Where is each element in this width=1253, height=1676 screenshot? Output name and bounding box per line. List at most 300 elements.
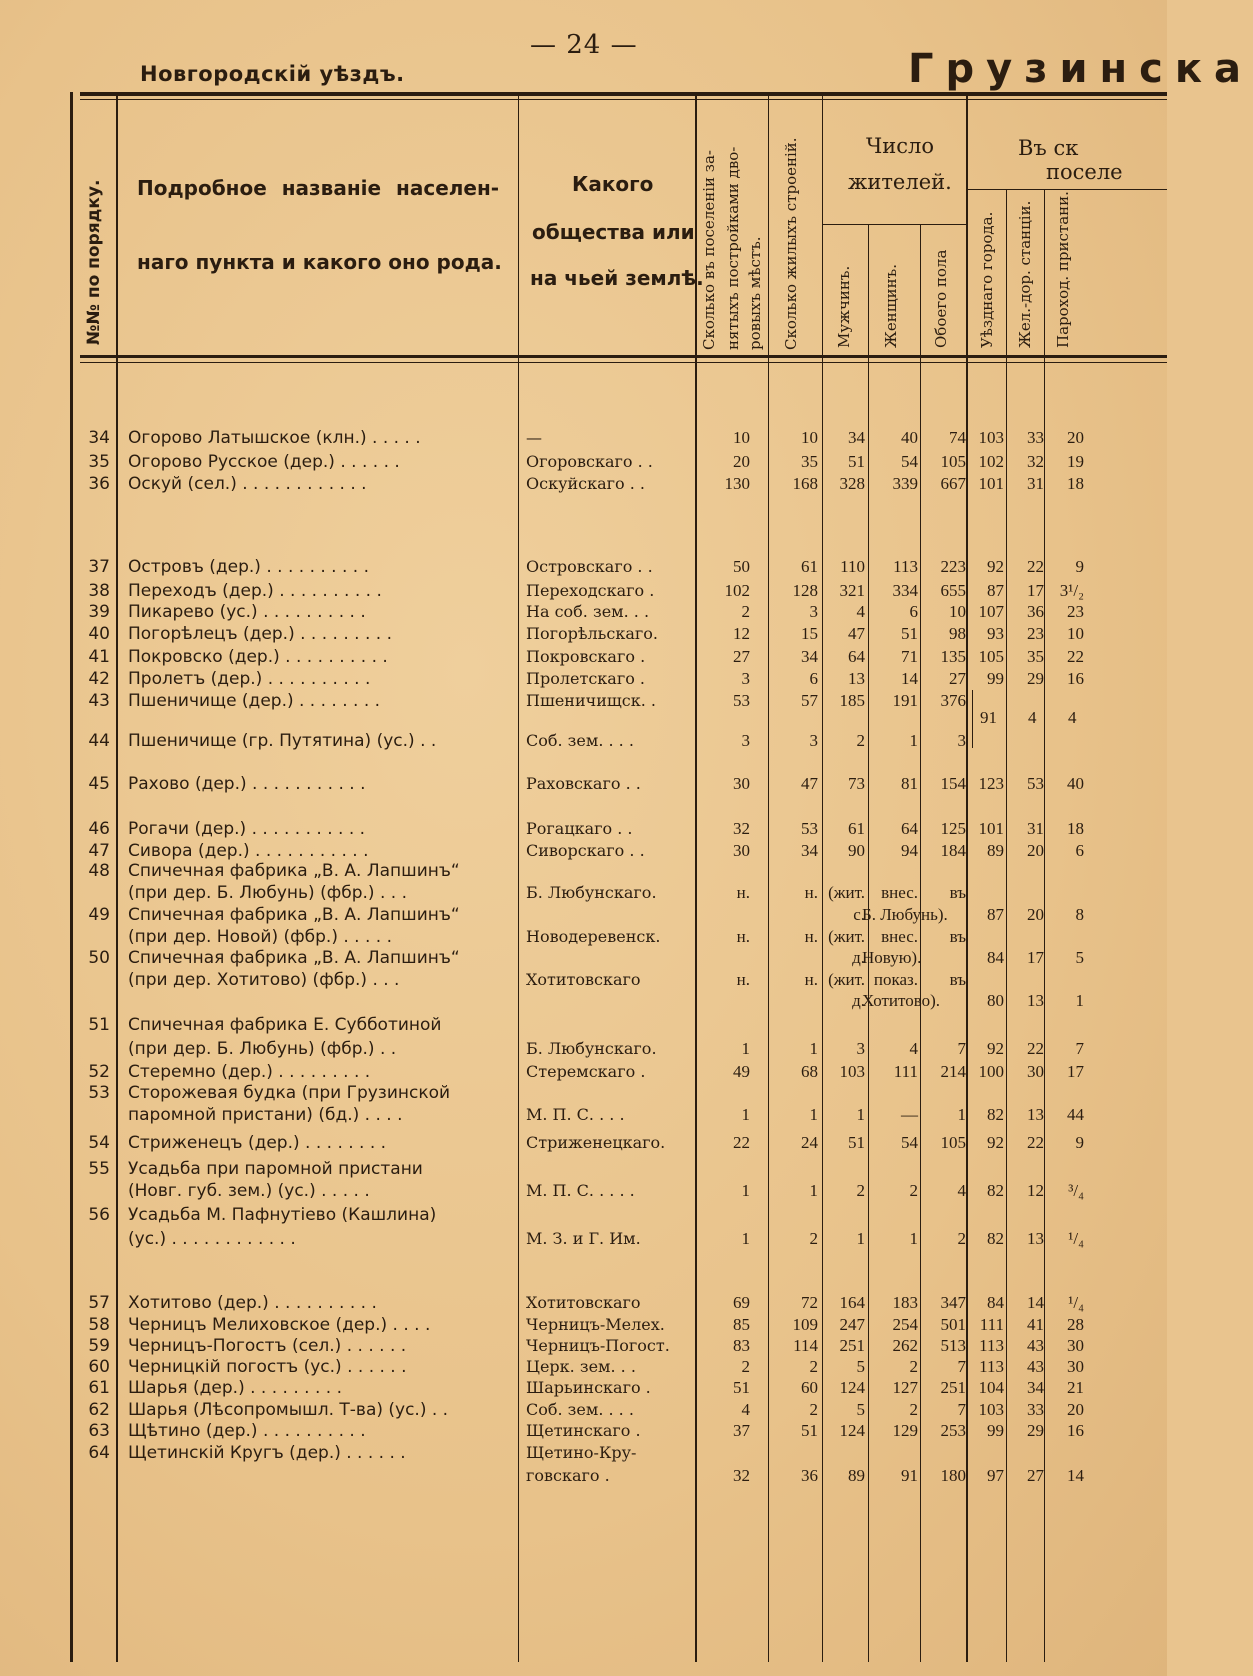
cell-m: 64 [848, 647, 865, 666]
cell-f: — [901, 1105, 918, 1124]
cell-d3: 10 [1067, 624, 1084, 643]
cell-h: 51 [733, 1378, 750, 1397]
cell-name: Оскуй (сел.) . . . . . . . . . . . . [128, 474, 367, 494]
cell-t: 1 [957, 1105, 966, 1124]
cell-d1: 82 [987, 1105, 1004, 1124]
cell-name: Черницъ-Погостъ (сел.) . . . . . . [128, 1336, 407, 1356]
cell-name: Пшеничище (гр. Путятина) (ус.) . . [128, 731, 437, 751]
cell-n: 41 [88, 647, 110, 667]
cell-n: 39 [88, 602, 110, 622]
cell-name: Хотитово (дер.) . . . . . . . . . . [128, 1293, 377, 1313]
cell-d3: ³/₄ [1068, 1181, 1084, 1200]
header-col-society-line2: общества или [532, 220, 695, 244]
cell-d3: 23 [1067, 602, 1084, 621]
page-number: — 24 — [530, 30, 638, 60]
cell-soc: Щетинскаго . [526, 1421, 641, 1440]
cell-d3: 1 [1075, 991, 1084, 1010]
table-row [0, 1082, 1167, 1104]
cell-h: 10 [733, 428, 750, 447]
cell-d3: 40 [1067, 774, 1084, 793]
cell-t: 7 [957, 1400, 966, 1419]
table-row [0, 1228, 1167, 1250]
cell-t: 105 [940, 452, 966, 471]
cell-h: 85 [733, 1315, 750, 1334]
cell-n: 62 [88, 1400, 110, 1420]
cell-f: 254 [892, 1315, 918, 1334]
header-col-number: №№ по порядку. [84, 179, 104, 345]
cell-b: 3 [809, 731, 818, 750]
table-row [0, 1399, 1167, 1421]
cell-soc: — [526, 428, 542, 447]
cell-h: 1 [741, 1105, 750, 1124]
header-col-women: Женщинъ. [882, 264, 900, 348]
cell-name: (при дер. Б. Любунь) (фбр.) . . . [128, 883, 407, 903]
header-top-rule [80, 92, 1167, 96]
cell-h: 37 [733, 1421, 750, 1440]
cell-f: Б. Любунь). [862, 905, 948, 924]
cell-t: 7 [957, 1357, 966, 1376]
cell-b: 114 [793, 1336, 818, 1355]
cell-soc: М. П. С. . . . . [526, 1181, 635, 1200]
cell-h: 53 [733, 691, 750, 710]
header-col-households-line1: Сколько въ поселеніи за- [700, 150, 718, 350]
cell-t: 376 [940, 691, 966, 710]
cell-soc: Покровскаго . [526, 647, 646, 666]
cell-m: 90 [848, 841, 865, 860]
cell-d3: 5 [1075, 948, 1084, 967]
region-title: Грузинска [908, 46, 1253, 92]
cell-b: 1 [809, 1105, 818, 1124]
cell-d3: 20 [1067, 428, 1084, 447]
cell-t: 251 [940, 1378, 966, 1397]
table-row [0, 601, 1167, 623]
cell-d3: 18 [1067, 819, 1084, 838]
cell-h: 2 [741, 1357, 750, 1376]
cell-name: (Новг. губ. зем.) (ус.) . . . . . [128, 1181, 370, 1201]
cell-d2: 41 [1027, 1315, 1044, 1334]
cell-f: 183 [892, 1293, 918, 1312]
cell-d2: 17 [1027, 948, 1044, 967]
cell-n: 43 [88, 691, 110, 711]
cell-soc: Погорѣльскаго. [526, 624, 658, 643]
cell-d1: 87 [987, 581, 1004, 600]
cell-h: н. [736, 927, 750, 946]
cell-soc: Пшеничищск. . [526, 691, 656, 710]
cell-m: 2 [856, 1181, 865, 1200]
table-row [0, 1158, 1167, 1180]
cell-d2: 22 [1027, 557, 1044, 576]
cell-m: д. [852, 991, 865, 1010]
cell-name: Островъ (дер.) . . . . . . . . . . [128, 557, 370, 577]
cell-n: 37 [88, 557, 110, 577]
cell-m: 1 [856, 1229, 865, 1248]
cell-m: 89 [848, 1466, 865, 1485]
cell-b: 53 [801, 819, 818, 838]
cell-name: Шарья (дер.) . . . . . . . . . [128, 1378, 342, 1398]
table-row [0, 1356, 1167, 1378]
cell-d1: 100 [978, 1062, 1004, 1081]
table-row [0, 730, 1167, 752]
cell-d3: 28 [1067, 1315, 1084, 1334]
cell-d1: 80 [987, 991, 1004, 1010]
cell-m: 1 [856, 1105, 865, 1124]
cell-h: 20 [733, 452, 750, 471]
cell-h: 2 [741, 602, 750, 621]
cell-d2: 13 [1027, 1229, 1044, 1248]
cell-n: 59 [88, 1336, 110, 1356]
cell-d1: 92 [987, 1039, 1004, 1058]
cell-f: 334 [892, 581, 918, 600]
cell-m: 103 [839, 1062, 865, 1081]
cell-t: въ [949, 883, 966, 902]
cell-d1: 99 [987, 1421, 1004, 1440]
cell-n: 53 [88, 1083, 110, 1103]
header-col-buildings: Сколько жилыхъ строеній. [782, 137, 800, 350]
cell-d3: 18 [1067, 474, 1084, 493]
cell-soc: Рогацкаго . . [526, 819, 633, 838]
cell-d3: 17 [1067, 1062, 1084, 1081]
cell-name: Переходъ (дер.) . . . . . . . . . . [128, 581, 382, 601]
header-col-rail: Жел.-дор. станціи. [1016, 200, 1034, 348]
cell-f: 51 [901, 624, 918, 643]
cell-m: 13 [848, 669, 865, 688]
cell-soc: Стриженецкаго. [526, 1133, 666, 1152]
cell-h: 69 [733, 1293, 750, 1312]
cell-t: 667 [940, 474, 966, 493]
cell-name: Усадьба при паромной пристани [128, 1159, 423, 1179]
cell-b: н. [804, 883, 818, 902]
table-row [0, 1442, 1167, 1464]
cell-d1: 82 [987, 1229, 1004, 1248]
cell-t: 135 [940, 647, 966, 666]
cell-b: 2 [809, 1357, 818, 1376]
cell-b: 34 [801, 647, 818, 666]
cell-h: 49 [733, 1062, 750, 1081]
cell-n: 36 [88, 474, 110, 494]
cell-t: 154 [940, 774, 966, 793]
cell-n: 64 [88, 1443, 110, 1463]
cell-d2: 23 [1027, 624, 1044, 643]
cell-m: 73 [848, 774, 865, 793]
cell-d3: 9 [1075, 1133, 1084, 1152]
cell-b: 15 [801, 624, 818, 643]
cell-f: Новую). [862, 948, 922, 967]
cell-t: 347 [940, 1293, 966, 1312]
cell-h: 1 [741, 1039, 750, 1058]
cell-soc: Соб. зем. . . . [526, 1400, 634, 1419]
cell-d2: 33 [1027, 428, 1044, 447]
cell-d3: ¹/₄ [1068, 1293, 1084, 1312]
cell-d1: 92 [987, 1133, 1004, 1152]
cell-h: 30 [733, 841, 750, 860]
cell-b: 109 [792, 1315, 818, 1334]
cell-t: въ [949, 970, 966, 989]
cell-n: 48 [88, 861, 110, 881]
cell-b: 24 [801, 1133, 818, 1152]
cell-n: 40 [88, 624, 110, 644]
cell-n: 54 [88, 1133, 110, 1153]
cell-d1: 82 [987, 1181, 1004, 1200]
cell-soc: Черницъ-Мелех. [526, 1315, 665, 1334]
table-row [0, 882, 1167, 904]
cell-name: Стеремно (дер.) . . . . . . . . . [128, 1062, 371, 1082]
cell-d2: 14 [1027, 1293, 1044, 1312]
header-col-dist-line2: поселе [1046, 160, 1123, 184]
cell-b: 3 [809, 602, 818, 621]
cell-b: 60 [801, 1378, 818, 1397]
cell-d1: 101 [978, 819, 1004, 838]
cell-b: 35 [801, 452, 818, 471]
merged-rail-value: 4 [1028, 708, 1037, 727]
cell-d2: 20 [1027, 905, 1044, 924]
cell-m: 124 [839, 1378, 865, 1397]
cell-b: 57 [801, 691, 818, 710]
table-row [0, 926, 1167, 948]
cell-d2: 31 [1027, 474, 1044, 493]
cell-name: (при дер. Хотитово) (фбр.) . . . [128, 970, 400, 990]
cell-name: Черницкій погостъ (ус.) . . . . . . [128, 1357, 407, 1377]
cell-b: 2 [809, 1229, 818, 1248]
cell-m: 51 [848, 1133, 865, 1152]
cell-f: 113 [893, 557, 918, 576]
dist-subheader-rule [968, 189, 1167, 190]
pop-subheader-rule [822, 224, 966, 225]
cell-m: 51 [848, 452, 865, 471]
cell-name: Черницъ Мелиховское (дер.) . . . . [128, 1315, 431, 1335]
cell-d2: 27 [1027, 1466, 1044, 1485]
header-col-men: Мужчинъ. [835, 265, 853, 348]
cell-m: 124 [839, 1421, 865, 1440]
table-row [0, 1061, 1167, 1083]
cell-d2: 35 [1027, 647, 1044, 666]
cell-f: 54 [901, 452, 918, 471]
header-bottom-rule-thin [80, 362, 1167, 363]
cell-d2: 29 [1027, 1421, 1044, 1440]
cell-m: 110 [840, 557, 865, 576]
table-row [0, 580, 1167, 602]
table-row [0, 473, 1167, 495]
cell-d1: 87 [987, 905, 1004, 924]
cell-m: (жит. [828, 883, 865, 902]
cell-name: (при дер. Б. Любунь) (фбр.) . . [128, 1039, 397, 1059]
cell-name: Стриженецъ (дер.) . . . . . . . . [128, 1133, 387, 1153]
cell-f: 111 [893, 1062, 918, 1081]
cell-f: 262 [892, 1336, 918, 1355]
cell-m: 164 [839, 1293, 865, 1312]
table-row [0, 1377, 1167, 1399]
table-row [0, 773, 1167, 795]
cell-soc: Новодеревенск. [526, 927, 661, 946]
cell-d1: 111 [979, 1315, 1004, 1334]
table-row [0, 427, 1167, 449]
cell-t: 184 [940, 841, 966, 860]
cell-d3: 44 [1067, 1105, 1084, 1124]
cell-h: 30 [733, 774, 750, 793]
header-col-name-line1: Подробное названіе населен- [137, 176, 500, 200]
cell-f: 191 [892, 691, 918, 710]
cell-h: 1 [741, 1229, 750, 1248]
cell-d3: 14 [1067, 1466, 1084, 1485]
cell-f: 94 [901, 841, 918, 860]
table-row [0, 1335, 1167, 1357]
cell-m: 247 [839, 1315, 865, 1334]
cell-f: 129 [892, 1421, 918, 1440]
cell-name: Пшеничище (дер.) . . . . . . . . [128, 691, 381, 711]
cell-m: (жит. [828, 927, 865, 946]
cell-name: Рогачи (дер.) . . . . . . . . . . . [128, 819, 366, 839]
cell-d3: 16 [1067, 1421, 1084, 1440]
cell-d2: 29 [1027, 669, 1044, 688]
cell-name: (ус.) . . . . . . . . . . . . [128, 1229, 296, 1249]
table-row [0, 1104, 1167, 1126]
cell-d2: 17 [1027, 581, 1044, 600]
cell-n: 34 [88, 428, 110, 448]
table-row [0, 1180, 1167, 1202]
cell-soc: Б. Любунскаго. [526, 883, 657, 902]
cell-d2: 31 [1027, 819, 1044, 838]
cell-soc: Переходскаго . [526, 581, 655, 600]
cell-h: 3 [741, 731, 750, 750]
cell-n: 51 [88, 1015, 110, 1035]
cell-b: 68 [801, 1062, 818, 1081]
cell-n: 49 [88, 905, 110, 925]
cell-f: 4 [909, 1039, 918, 1058]
header-col-dist-line1: Въ ск [1018, 136, 1079, 160]
cell-n: 35 [88, 452, 110, 472]
cell-name: Пикарево (ус.) . . . . . . . . . . [128, 602, 366, 622]
cell-d3: 21 [1067, 1378, 1084, 1397]
cell-m: 328 [839, 474, 865, 493]
cell-h: 27 [733, 647, 750, 666]
cell-m: 34 [848, 428, 865, 447]
cell-d2: 30 [1027, 1062, 1044, 1081]
cell-n: 57 [88, 1293, 110, 1313]
cell-name: паромной пристани) (бд.) . . . . [128, 1105, 403, 1125]
table-row [0, 451, 1167, 473]
cell-h: 1 [741, 1181, 750, 1200]
cell-b: 47 [801, 774, 818, 793]
cell-d1: 92 [987, 557, 1004, 576]
cell-b: 168 [792, 474, 818, 493]
cell-t: 74 [949, 428, 966, 447]
cell-name: Покровско (дер.) . . . . . . . . . . [128, 647, 388, 667]
table-row [0, 1132, 1167, 1154]
cell-f: 81 [901, 774, 918, 793]
header-col-name-line2: наго пункта и какого оно рода. [137, 250, 502, 274]
cell-soc: Огоровскаго . . [526, 452, 653, 471]
cell-f: 1 [909, 1229, 918, 1248]
cell-t: 180 [940, 1466, 966, 1485]
cell-soc: Шарьинскаго . [526, 1378, 651, 1397]
cell-d2: 22 [1027, 1133, 1044, 1152]
cell-name: Шарья (Лѣсопромышл. Т-ва) (ус.) . . [128, 1400, 449, 1420]
header-col-town: Уѣзднаго города. [978, 211, 996, 348]
cell-b: 128 [792, 581, 818, 600]
cell-name: Щетинскій Кругъ (дер.) . . . . . . [128, 1443, 406, 1463]
cell-t: 2 [957, 1229, 966, 1248]
cell-f: 339 [892, 474, 918, 493]
cell-f: 2 [909, 1400, 918, 1419]
cell-soc: Пролетскаго . [526, 669, 645, 688]
cell-d1: 102 [978, 452, 1004, 471]
merged-town-value: 91 [980, 708, 997, 727]
cell-d2: 36 [1027, 602, 1044, 621]
cell-name: Спичечная фабрика „В. А. Лапшинъ“ [128, 861, 460, 881]
cell-d3: 8 [1075, 905, 1084, 924]
cell-d3: ¹/₄ [1068, 1229, 1084, 1248]
cell-soc: Б. Любунскаго. [526, 1039, 657, 1058]
table-row [0, 990, 1167, 1012]
cell-d1: 105 [978, 647, 1004, 666]
cell-name: Сторожевая будка (при Грузинской [128, 1083, 451, 1103]
cell-t: 125 [940, 819, 966, 838]
cell-b: 36 [801, 1466, 818, 1485]
cell-f: Хотитово). [862, 991, 941, 1010]
cell-f: 71 [901, 647, 918, 666]
cell-b: н. [804, 927, 818, 946]
cell-m: 2 [856, 731, 865, 750]
cell-d2: 43 [1027, 1336, 1044, 1355]
cell-t: 513 [940, 1336, 966, 1355]
cell-d3: 22 [1067, 647, 1084, 666]
cell-d3: 19 [1067, 452, 1084, 471]
header-col-pier: Пароход. пристани. [1054, 191, 1072, 348]
table-row [0, 646, 1167, 668]
cell-t: 7 [957, 1039, 966, 1058]
cell-d3: 20 [1067, 1400, 1084, 1419]
cell-h: н. [736, 970, 750, 989]
cell-b: 51 [801, 1421, 818, 1440]
cell-d3: 16 [1067, 669, 1084, 688]
cell-h: 83 [733, 1336, 750, 1355]
table-row [0, 668, 1167, 690]
cell-name: Огорово Латышское (клн.) . . . . . [128, 428, 421, 448]
cell-n: 63 [88, 1421, 110, 1441]
cell-d1: 93 [987, 624, 1004, 643]
table-row [0, 1204, 1167, 1226]
cell-name: Пролетъ (дер.) . . . . . . . . . . [128, 669, 371, 689]
merged-pier-value: 4 [1068, 708, 1077, 727]
cell-d1: 97 [987, 1466, 1004, 1485]
cell-h: 22 [733, 1133, 750, 1152]
merged-bracket [972, 690, 979, 748]
cell-n: 58 [88, 1315, 110, 1335]
cell-name: Рахово (дер.) . . . . . . . . . . . [128, 774, 366, 794]
cell-b: 72 [801, 1293, 818, 1312]
cell-d1: 99 [987, 669, 1004, 688]
cell-d2: 12 [1027, 1181, 1044, 1200]
cell-m: (жит. [828, 970, 865, 989]
table-row [0, 623, 1167, 645]
cell-f: 1 [909, 731, 918, 750]
cell-d3: 6 [1075, 841, 1084, 860]
cell-m: 61 [848, 819, 865, 838]
table-row [0, 860, 1167, 882]
cell-n: 61 [88, 1378, 110, 1398]
cell-n: 52 [88, 1062, 110, 1082]
table-row [0, 1420, 1167, 1442]
cell-t: 223 [940, 557, 966, 576]
cell-soc: На соб. зем. . . [526, 602, 650, 621]
cell-t: 501 [940, 1315, 966, 1334]
table-row [0, 556, 1167, 578]
cell-d1: 103 [978, 1400, 1004, 1419]
cell-d1: 103 [978, 428, 1004, 447]
cell-d2: 22 [1027, 1039, 1044, 1058]
header-col-households-line2: нятыхъ постройками дво- [724, 146, 742, 350]
cell-m: 251 [839, 1336, 865, 1355]
cell-f: 6 [909, 602, 918, 621]
